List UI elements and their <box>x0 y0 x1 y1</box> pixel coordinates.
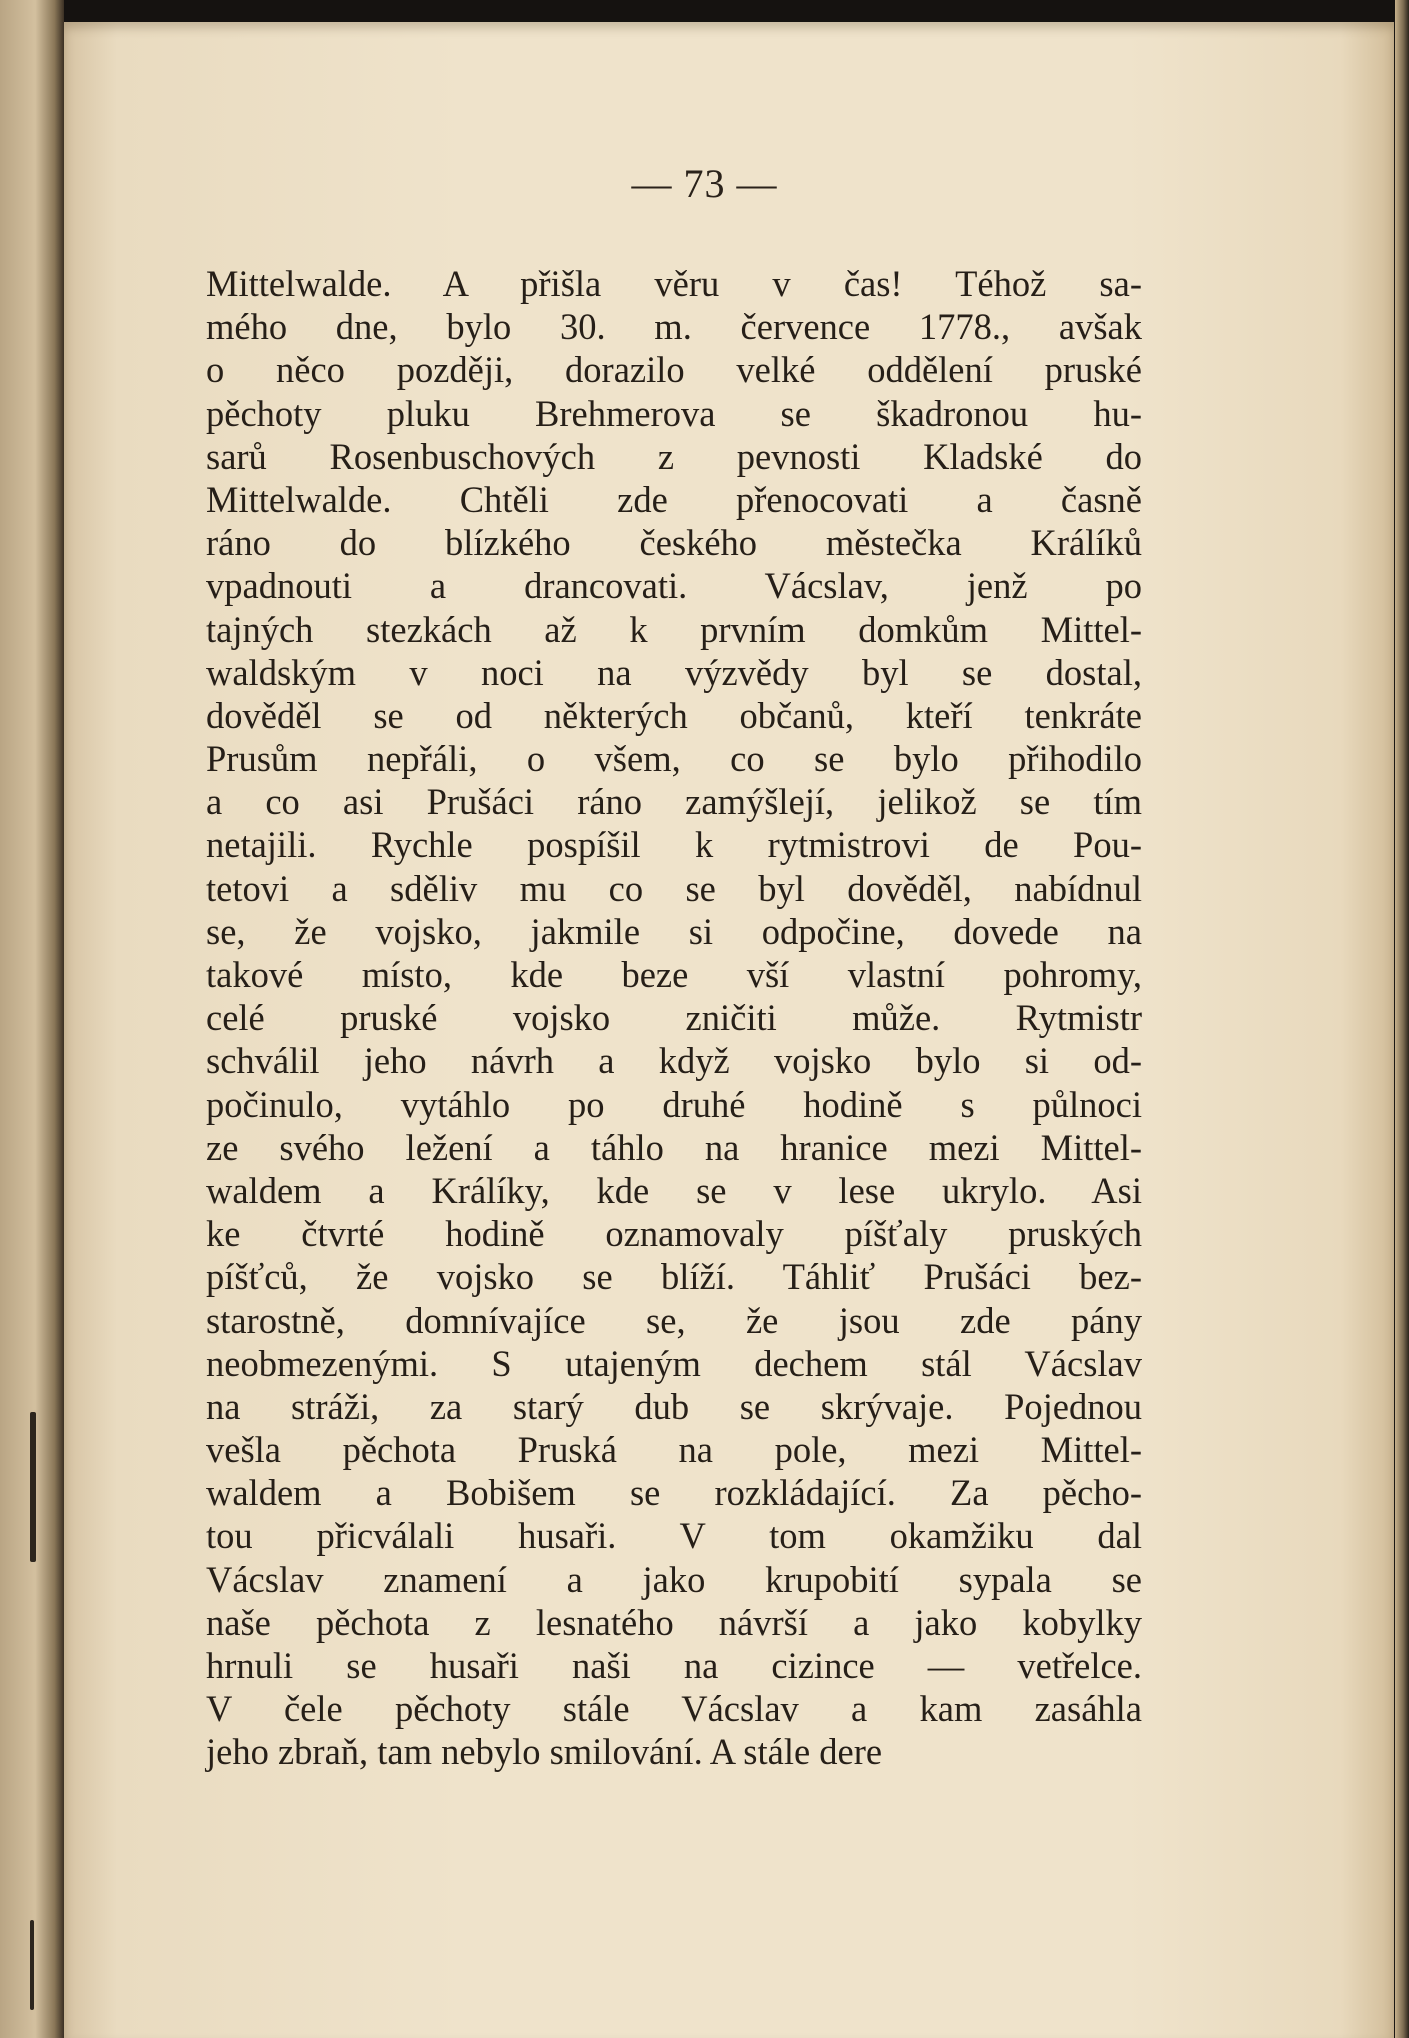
text-line: mého dne, bylo 30. m. července 1778., avšak <box>206 306 1142 348</box>
text-line: tajných stezkách až k prvním domkům Mittel- <box>206 608 1142 650</box>
binding-mark <box>30 1412 36 1562</box>
text-line: ke čtvrté hodině oznamovaly píšťaly pruských <box>206 1213 1142 1255</box>
text-line: tou přicválali husaři. V tom okamžiku dal <box>206 1515 1142 1557</box>
text-line: celé pruské vojsko zničiti může. Rytmistr <box>206 997 1142 1039</box>
text-line: vešla pěchota Pruská na pole, mezi Mittel- <box>206 1429 1142 1471</box>
text-line: sarů Rosenbuschových z pevnosti Kladské do <box>206 435 1142 477</box>
text-line: V čele pěchoty stále Vácslav a kam zasáhla <box>206 1688 1142 1730</box>
text-line: tetovi a sděliv mu co se byl dověděl, nabídnul <box>206 867 1142 909</box>
body-text <box>206 262 1142 1774</box>
left-page-edge <box>0 0 64 2038</box>
text-line: se, že vojsko, jakmile si odpočine, dovede na <box>206 910 1142 952</box>
binding-mark-lower <box>30 1920 34 2010</box>
right-page-edge <box>1395 0 1409 2038</box>
text-line: počinulo, vytáhlo po druhé hodině s půlnoci <box>206 1083 1142 1125</box>
text-line: hrnuli se husaři naši na cizince — vetřelce. <box>206 1645 1142 1686</box>
text-line: dověděl se od některých občanů, kteří tenkráte <box>206 694 1142 736</box>
text-line: waldem a Bobišem se rozkládající. Za pěcho- <box>206 1472 1142 1514</box>
text-line: neobmezenými. S utajeným dechem stál Vácslav <box>206 1342 1142 1384</box>
text-line: o něco později, dorazilo velké oddělení pruské <box>206 349 1142 391</box>
text-line: Vácslav znamení a jako krupobití sypala se <box>206 1558 1142 1600</box>
text-line: waldem a Králíky, kde se v lese ukrylo. Asi <box>206 1169 1142 1211</box>
text-line: ze svého ležení a táhlo na hranice mezi Mittel- <box>206 1126 1142 1168</box>
text-line: jeho zbraň, tam nebylo smilování. A stále dere <box>206 1731 883 1773</box>
text-line: pěchoty pluku Brehmerova se škadronou hu- <box>206 392 1142 434</box>
scan-top-edge <box>0 0 1409 22</box>
text-line: starostně, domnívajíce se, že jsou zde pány <box>206 1299 1142 1341</box>
text-line: vpadnouti a drancovati. Vácslav, jenž po <box>206 565 1142 607</box>
text-line: na stráži, za starý dub se skrývaje. Pojednou <box>206 1385 1142 1427</box>
page-number: — 73 — <box>631 161 778 206</box>
text-line: waldským v noci na výzvědy byl se dostal, <box>206 651 1142 693</box>
text-line: Mittelwalde. Chtěli zde přenocovati a časně <box>206 478 1142 520</box>
text-line: Prusům nepřáli, o všem, co se bylo přihodilo <box>206 738 1142 780</box>
text-line: Mittelwalde. A přišla věru v čas! Téhož sa- <box>206 263 1142 304</box>
text-line: ráno do blízkého českého městečka Králíků <box>206 522 1142 564</box>
text-line: píšťců, že vojsko se blíží. Táhliť Prušáci bez- <box>206 1256 1142 1298</box>
text-line: netajili. Rychle pospíšil k rytmistrovi de Pou- <box>206 824 1142 866</box>
text-line: a co asi Prušáci ráno zamýšlejí, jelikož se tím <box>206 781 1142 823</box>
text-line: takové místo, kde beze vší vlastní pohromy, <box>206 954 1142 995</box>
text-line: schválil jeho návrh a když vojsko bylo si od- <box>206 1040 1142 1082</box>
text-line: naše pěchota z lesnatého návrší a jako kobylky <box>206 1601 1142 1643</box>
